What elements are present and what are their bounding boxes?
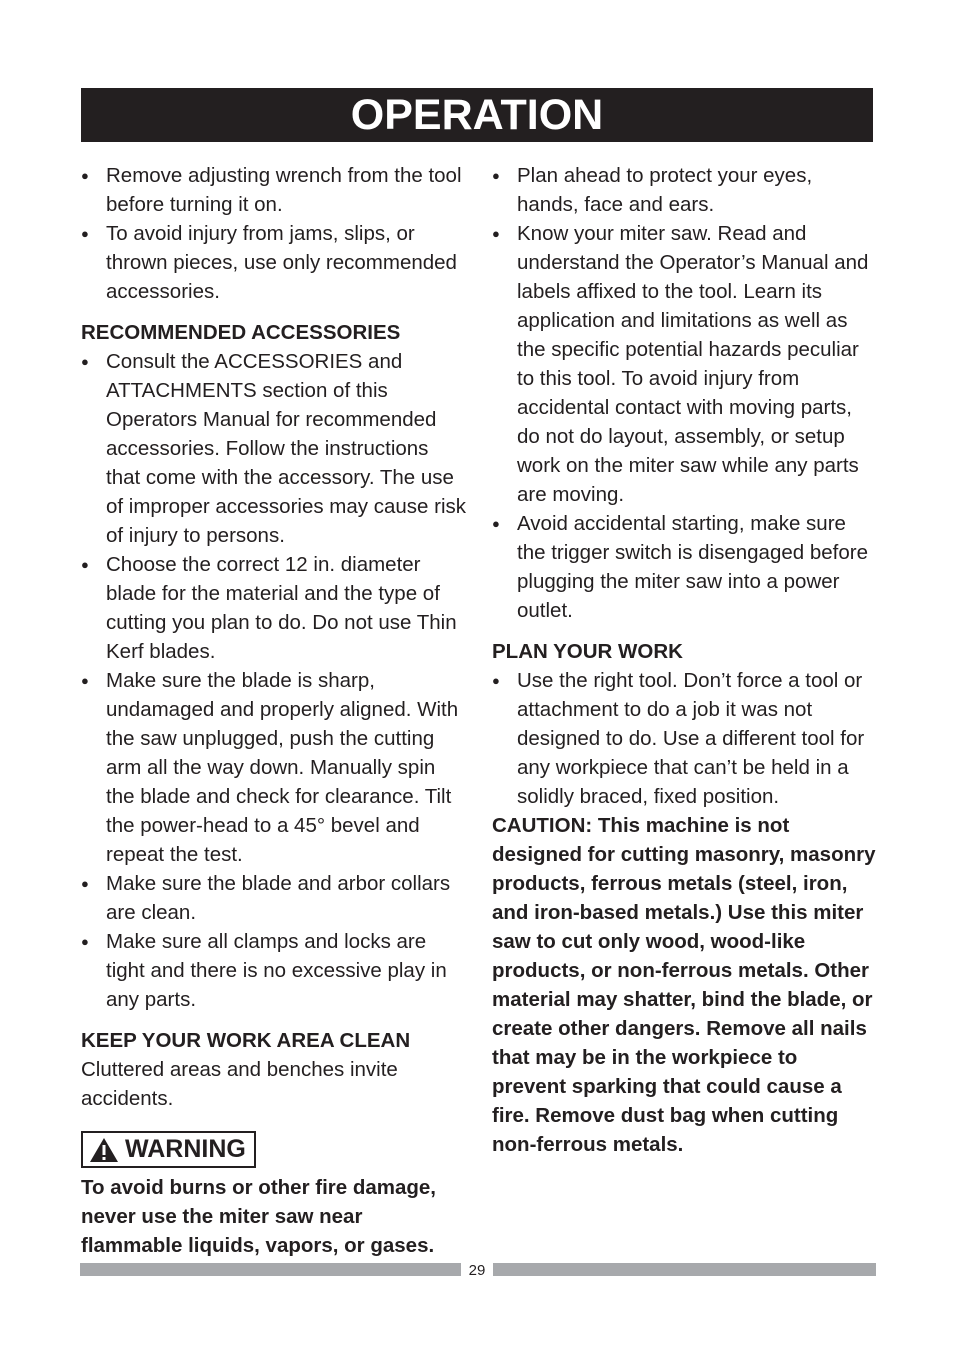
footer-bar-left	[80, 1263, 461, 1276]
right-column	[492, 161, 877, 1159]
section-heading-clean: KEEP YOUR WORK AREA CLEAN	[81, 1029, 411, 1052]
list-item: ● Plan ahead to protect your eyes, hands, face and ears.	[492, 161, 877, 219]
section-heading-accessories: RECOMMENDED ACCESSORIES	[81, 321, 401, 344]
footer-bar-right	[493, 1263, 876, 1276]
warning-label: WARNING	[125, 1135, 246, 1163]
list-item: ● Use the right tool. Don’t force a tool or attachment to do a job it was not designed to do. Use a different tool for any workpiece that can’t be held in a solidly braced, fixed position.	[492, 666, 877, 811]
list-item: ● To avoid injury from jams, slips, or thrown pieces, use only recommended accessories.	[81, 219, 466, 306]
list-item: ● Make sure all clamps and locks are tight and there is no excessive play in any parts.	[81, 927, 466, 1014]
warning-text: To avoid burns or other fire damage, never use the miter saw near flammable liquids, vapors, or gases.	[81, 1175, 437, 1257]
section-heading-plan: PLAN YOUR WORK	[492, 640, 683, 663]
page-number: 29	[468, 1262, 486, 1279]
list-item: ● Consult the ACCESSORIES and ATTACHMENTS section of this Operators Manual for recommended accessories. Follow the instructions that come with the accessory. The use of improper accessories may cause risk of injury to persons.	[81, 347, 466, 550]
list-item: ● Make sure the blade is sharp, undamaged and properly aligned. With the saw unplugged, push the cutting arm all the way down. Manually spin the blade and check for clearance. Tilt the power-head to a 45° bevel and repeat the test.	[81, 666, 466, 869]
list-item: ● Know your miter saw. Read and understand the Operator’s Manual and labels affixed to the tool. Learn its application and limitations as well as the specific potential hazards peculiar to this tool. To avoid injury from accidental contact with moving parts, do not do layout, assembly, or setup work on the miter saw while any parts are moving.	[492, 219, 877, 509]
list-item: ● Avoid accidental starting, make sure the trigger switch is disengaged before plugging the miter saw into a power outlet.	[492, 509, 877, 625]
list-item: ● Make sure the blade and arbor collars are clean.	[81, 869, 466, 927]
accessories-list	[81, 347, 466, 1014]
warning-triangle-icon	[89, 1137, 119, 1163]
left-column	[81, 161, 466, 1260]
clean-text: Cluttered areas and benches invite accidents.	[81, 1058, 398, 1110]
page-title: OPERATION	[81, 88, 873, 142]
caution-text: CAUTION: This machine is not designed for cutting masonry, masonry products, ferrous metals (steel, iron, and iron-based metals.) Use this miter saw to cut only wood, wood-like products, or non-ferrous metals. Other material may shatter, bind the blade, or create other dangers. Remove all nails that may be in the workpiece to prevent sparking that could cause a fire. Remove dust bag when cutting non-ferrous metals.	[492, 814, 876, 1156]
safety-list	[492, 161, 877, 625]
plan-list	[492, 666, 877, 811]
list-item: ● Remove adjusting wrench from the tool before turning it on.	[81, 161, 466, 219]
warning-badge	[81, 1131, 256, 1168]
list-item: ● Choose the correct 12 in. diameter blade for the material and the type of cutting you plan to do. Do not use Thin Kerf blades.	[81, 550, 466, 666]
intro-list	[81, 161, 466, 306]
